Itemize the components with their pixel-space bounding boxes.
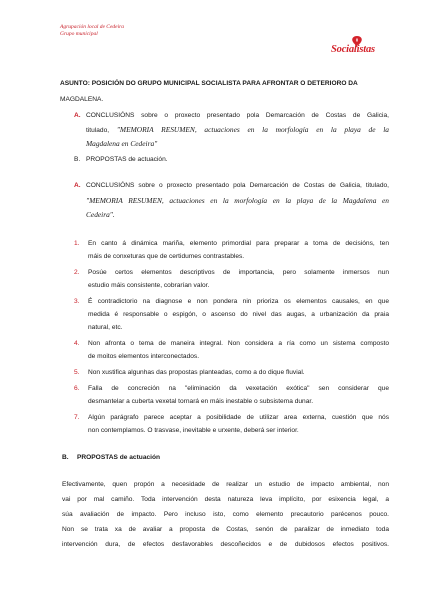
toc-a-line-1: CONCLUSIÓNS sobre o proxecto presentado pola Demarcación de Costas de Galicia, [86,112,389,119]
conclusion-line: non contemplamos. O trasvase, inevitable e urxente, deberá ser interior. [88,427,299,434]
conclusion-number: 4. [74,340,80,347]
toc-a-line-3: Magdalena en Cedeira" [86,139,158,148]
conclusion-line: Falla de concreción na "eliminación da vexetación exótica" sen considerar que [88,385,389,392]
paragraph-line: intervención dura, de efectos desfavorables descoñecidos e de dubidosos efectos positivos. [62,541,389,548]
toc-a-titled: titulado, [86,127,110,134]
conclusion-number: 6. [74,385,80,392]
toc-b-text: PROPOSTAS de actuación. [86,156,168,163]
subject-line-1: ASUNTO: POSICIÓN DO GRUPO MUNICIPAL SOCIALISTA PARA AFRONTAR O DETERIORO DA [60,80,358,87]
section-b-title: PROPOSTAS de actuación [77,454,161,461]
logo-wordmark: Socialistas [331,44,375,55]
paragraph-line: Efectivamente, quen propón a necesidade de realizar un estudio de impacto ambiental, non [62,481,389,488]
conclusion-line: de moitos elementos interconectados. [88,353,200,360]
toc-letter-a: A. [74,112,81,119]
conclusion-line: Posúe certos elementos descriptivos de importancia, pero solamente inmersos nun [88,269,389,276]
conclusion-line: desmantelar a cuberta vexetal tornará en máis inestable o subsistema dunar. [88,398,314,405]
section-a-line-3: Cedeira". [86,210,115,219]
org-group: Grupo municipal [60,31,98,37]
socialistas-logo [331,35,387,63]
conclusion-line: Non xustifica algunhas das propostas planteadas, como a do dique fluvial. [88,369,305,376]
toc-a-line-2 [86,124,389,136]
section-a-line-2: "MEMORIA RESUMEN, actuaciones en la morfología en la playa de la Magdalena en [86,196,389,205]
conclusion-number: 5. [74,369,80,376]
paragraph-line: súa avaliación de impacto. Pero incluso isto, como elemento precautorio parécenos pouco. [62,511,389,518]
conclusion-line: É contradictorio na diagnose e non pondera nin prioriza os elementos causales, en que [88,298,389,305]
toc-a-title-italic: "MEMORIA RESUMEN, actuaciones en la morfología en la playa de la [116,125,389,134]
conclusion-line: estudio máis consistente, cobrarían valor. [88,282,210,289]
toc-letter-b: B. [74,156,81,163]
conclusion-number: 3. [74,298,80,305]
section-a-line-1: CONCLUSIÓNS sobre o proxecto presentado pola Demarcación de Costas de Galicia, titulado, [86,182,389,189]
conclusion-number: 7. [74,414,80,421]
conclusion-line: Algún parágrafo parece aceptar a posibilidade de utilizar area externa, cuestión que nós [88,414,389,421]
subject-line-2: MAGDALENA. [60,96,104,103]
conclusion-line: medida é responsable o espigón, o ascenso do nivel das augas, a urbanización da praia [88,311,389,318]
conclusion-line: natural, etc. [88,324,123,331]
conclusion-line: En canto á dinámica mariña, elemento primordial para preparar a toma de decisións, ten [88,240,389,247]
section-a-letter: A. [74,182,81,189]
paragraph-line: vai por mal camiño. Toda intervención desta natureza leva implícito, por esixencia legal, a [62,496,389,503]
conclusion-number: 1. [74,240,80,247]
conclusion-line: máis de conxeturas que de certidumes contrastables. [88,253,245,260]
letterhead-org [60,24,124,38]
section-b-letter: B. [62,454,69,461]
conclusion-line: Non afronta o tema de maneira integral. Non considera a ría como un sistema composto [88,340,389,347]
conclusion-number: 2. [74,269,80,276]
org-name: Agrupación local de Cedeira [60,24,125,30]
paragraph-line: Non se trata xa de avaliar a proposta de Costas, senón de paralizar de inmediato toda [62,526,389,533]
